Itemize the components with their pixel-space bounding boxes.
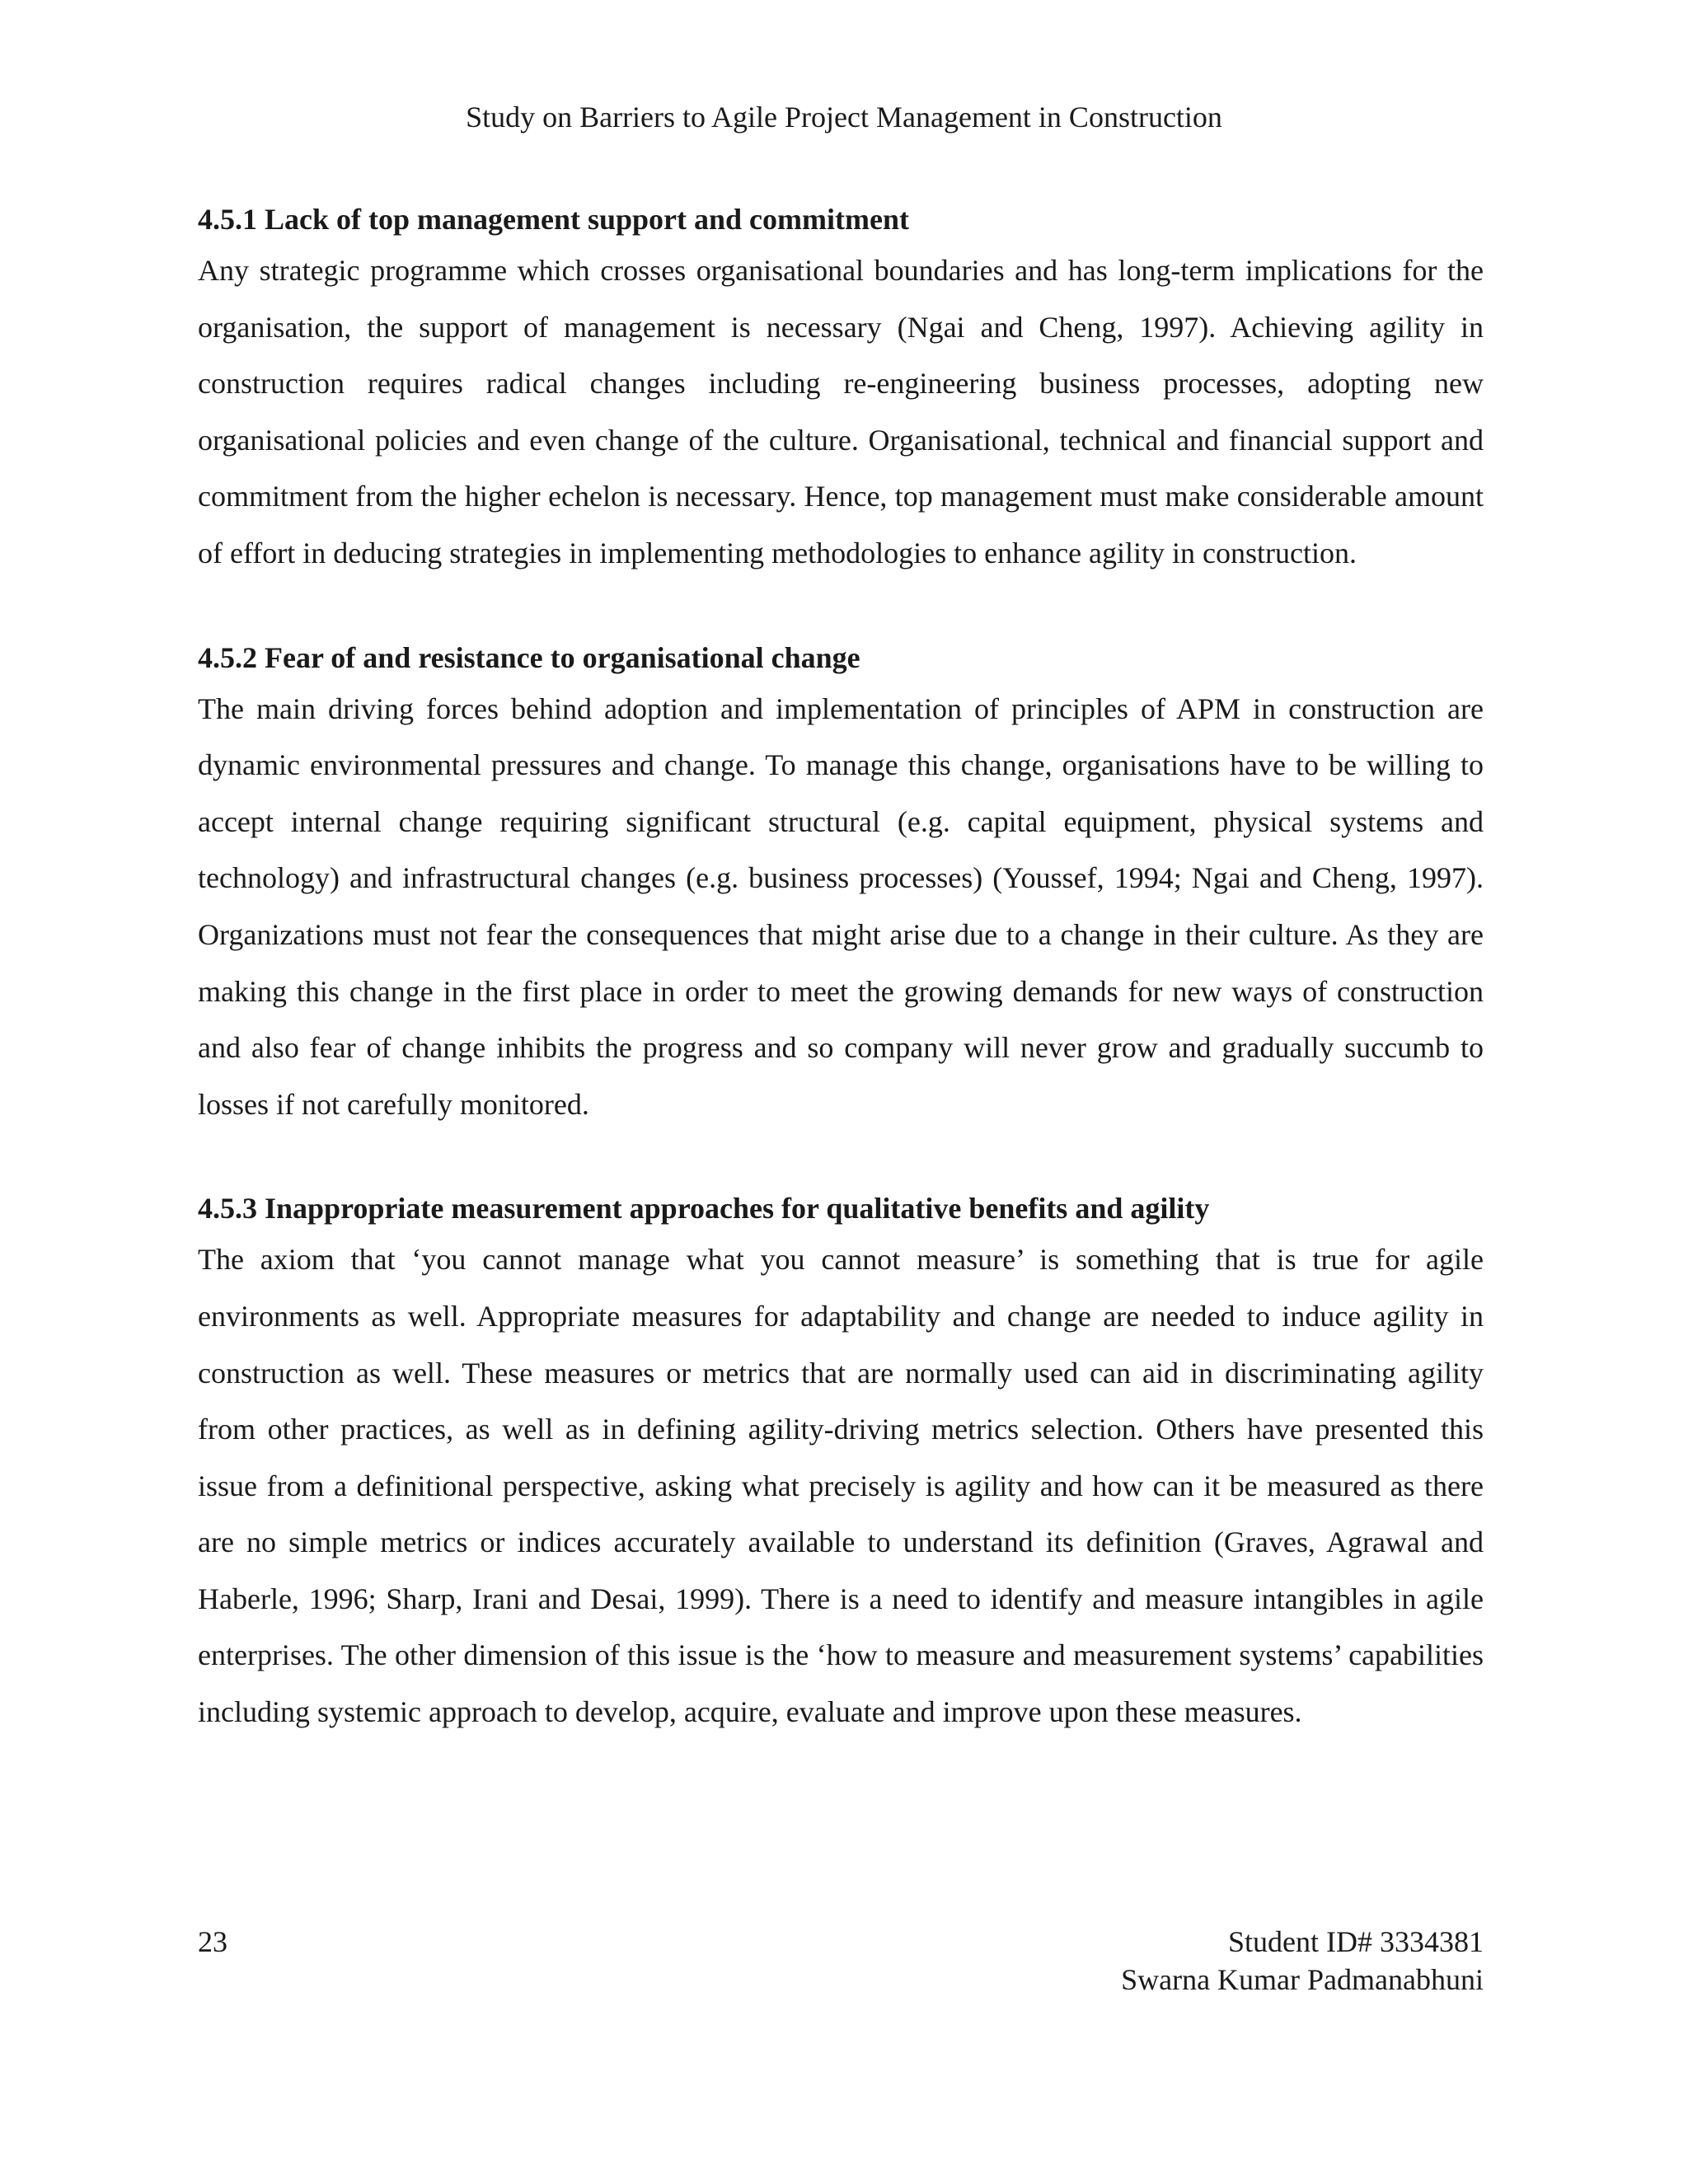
- running-header: Study on Barriers to Agile Project Management in Construction: [466, 101, 1222, 134]
- section-heading: 4.5.1 Lack of top management support and commitment: [198, 203, 909, 236]
- section-paragraph: The axiom that ‘you cannot manage what you cannot measure’ is something that is true for agile environments as well. Appropriate measures for adaptability and change are needed to induce agility in construction as well. These measures or metrics that are normally used can aid in discriminating agility from other practices, as well as in defining agility-driving metrics selection. Others have presented this issue from a definitional perspective, asking what precisely is agility and how can it be measured as there are no simple metrics or indices accurately available to understand its definition (Graves, Agrawal and Haberle, 1996; Sharp, Irani and Desai, 1999). There is a need to identify and measure intangibles in agile enterprises. The other dimension of this issue is the ‘how to measure and measurement systems’ capabilities including systemic approach to develop, acquire, evaluate and improve upon these measures.: [198, 1243, 1484, 1729]
- section-4-5-3: [198, 1185, 1484, 1740]
- page-number: 23: [198, 1925, 227, 1958]
- section-4-5-1: [198, 196, 1484, 582]
- section-4-5-2: [198, 635, 1484, 1133]
- section-paragraph: Any strategic programme which crosses organisational boundaries and has long-term implications for the organisation, the support of management is necessary (Ngai and Cheng, 1997). Achieving agility in construction requires radical changes including re-engineering business processes, adopting new organisational policies and even change of the culture. Organisational, technical and financial support and commitment from the higher echelon is necessary. Hence, top management must make considerable amount of effort in deducing strategies in implementing methodologies to enhance agility in construction.: [198, 254, 1484, 569]
- section-heading: 4.5.2 Fear of and resistance to organisational change: [198, 640, 860, 674]
- section-heading: 4.5.3 Inappropriate measurement approaches for qualitative benefits and agility: [198, 1192, 1210, 1226]
- author-name: Swarna Kumar Padmanabhuni: [1121, 1963, 1484, 1996]
- student-id: Student ID# 3334381: [1228, 1925, 1484, 1958]
- section-paragraph: The main driving forces behind adoption and implementation of principles of APM in construction are dynamic environmental pressures and change. To manage this change, organisations have to be willing to accept internal change requiring significant structural (e.g. capital equipment, physical systems and technology) and infrastructural changes (e.g. business processes) (Youssef, 1994; Ngai and Cheng, 1997). Organizations must not fear the consequences that might arise due to a change in their culture. As they are making this change in the first place in order to meet the growing demands for new ways of construction and also fear of change inhibits the progress and so company will never grow and gradually succumb to losses if not carefully monitored.: [198, 691, 1484, 1121]
- page-content: [198, 196, 1484, 1793]
- student-info: [1121, 1923, 1484, 1999]
